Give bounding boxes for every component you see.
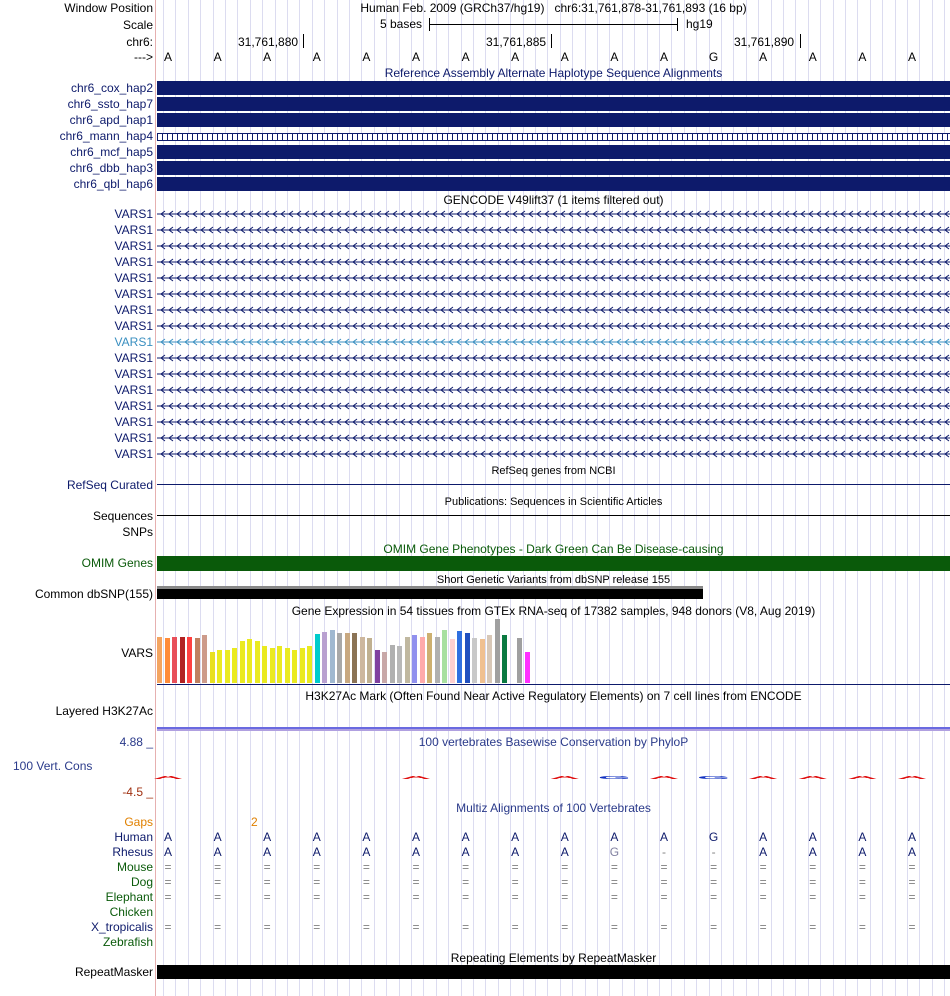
gencode-transcript[interactable] [157, 351, 950, 365]
multiz-base: = [164, 860, 172, 874]
multiz-base: = [759, 875, 767, 889]
multiz-base: = [809, 875, 817, 889]
multiz-base: = [809, 920, 817, 934]
gtex-tissue-bar[interactable] [465, 633, 470, 683]
multiz-base: = [759, 920, 767, 934]
multiz-base: = [660, 875, 668, 889]
gencode-gene-label[interactable]: VARS1 [114, 303, 153, 317]
gtex-tissue-bar[interactable] [277, 646, 282, 683]
multiz-base: = [511, 920, 519, 934]
multiz-base: = [462, 920, 470, 934]
alt-haplotype-bar[interactable] [157, 177, 950, 191]
gtex-tissue-bar[interactable] [180, 637, 185, 683]
gencode-gene-label[interactable]: VARS1 [114, 399, 153, 413]
gtex-tissue-bar[interactable] [210, 652, 215, 683]
gtex-tissue-bar[interactable] [480, 639, 485, 683]
publications-sequences-label[interactable]: Sequences [92, 509, 153, 523]
gtex-tissue-bar[interactable] [367, 638, 372, 683]
gencode-gene-label[interactable]: VARS1 [114, 447, 153, 461]
h3k27ac-title[interactable]: H3K27Ac Mark (Often Found Near Active Regulatory Elements) on 7 cell lines from ENCODE [305, 689, 802, 703]
multiz-base: A [213, 830, 222, 844]
multiz-base: A [560, 845, 569, 859]
gencode-gene-label[interactable]: VARS1 [114, 383, 153, 397]
refseq-label[interactable]: RefSeq Curated [66, 478, 153, 492]
multiz-base: = [610, 875, 618, 889]
gtex-tissue-bar[interactable] [240, 641, 245, 683]
gencode-transcript[interactable] [157, 271, 950, 285]
multiz-species-label[interactable]: Zebrafish [102, 935, 153, 949]
reference-base: A [312, 50, 321, 64]
multiz-base: = [362, 890, 370, 904]
gtex-tissue-bar[interactable] [307, 646, 312, 683]
gtex-tissue-bar[interactable] [202, 635, 207, 683]
reference-base: A [759, 50, 768, 64]
multiz-base: = [908, 890, 916, 904]
window-position-value[interactable]: Human Feb. 2009 (GRCh37/hg19) chr6:31,761,878-31,761,893 (16 bp) [360, 1, 747, 15]
multiz-base: = [660, 890, 668, 904]
phylop-letter: A [400, 774, 432, 781]
phylop-letter: G [598, 774, 631, 781]
multiz-base: = [313, 890, 321, 904]
multiz-base: = [858, 920, 866, 934]
multiz-base: = [759, 890, 767, 904]
multiz-base: = [362, 860, 370, 874]
multiz-species-label[interactable]: Dog [130, 875, 153, 889]
multiz-base: = [263, 890, 271, 904]
phylop-label[interactable]: 100 Vert. Cons [13, 759, 93, 773]
gencode-gene-label[interactable]: VARS1 [114, 335, 153, 349]
multiz-base: A [858, 830, 867, 844]
gtex-tissue-bar[interactable] [322, 632, 327, 683]
gencode-transcript[interactable] [157, 367, 950, 381]
multiz-base: = [164, 920, 172, 934]
reference-base: A [560, 50, 569, 64]
gtex-tissue-bar[interactable] [427, 633, 432, 683]
phylop-letter: G [697, 774, 730, 781]
publications-snps-label[interactable]: SNPs [122, 525, 153, 539]
multiz-title[interactable]: Multiz Alignments of 100 Vertebrates [456, 801, 651, 815]
repeatmasker-title[interactable]: Repeating Elements by RepeatMasker [450, 951, 657, 965]
gencode-transcript[interactable] [157, 287, 950, 301]
gtex-tissue-bar[interactable] [457, 631, 462, 683]
phylop-ymin: -4.5 _ [122, 785, 153, 799]
multiz-base: = [462, 890, 470, 904]
multiz-base: = [214, 860, 222, 874]
multiz-base: = [710, 890, 718, 904]
gencode-gene-label[interactable]: VARS1 [114, 239, 153, 253]
multiz-base: A [411, 830, 420, 844]
phylop-letter: A [648, 774, 680, 781]
multiz-base: A [511, 845, 520, 859]
gencode-gene-label[interactable]: VARS1 [114, 351, 153, 365]
omim-title[interactable]: OMIM Gene Phenotypes - Dark Green Can Be Disease-causing [383, 542, 724, 556]
multiz-base: = [313, 920, 321, 934]
gencode-transcript[interactable] [157, 447, 950, 461]
multiz-base: = [610, 860, 618, 874]
multiz-base: - [711, 845, 716, 859]
multiz-base: = [511, 890, 519, 904]
multiz-gaps-label: Gaps [124, 815, 153, 829]
gtex-tissue-bar[interactable] [450, 639, 455, 683]
alt-haplotype-bar[interactable] [157, 145, 950, 159]
gtex-tissue-bar[interactable] [172, 637, 177, 683]
reference-base: A [511, 50, 520, 64]
multiz-base: A [858, 845, 867, 859]
multiz-base: A [263, 845, 272, 859]
multiz-base: = [809, 890, 817, 904]
alt-haplotype-bar[interactable] [157, 113, 950, 127]
reference-base: A [907, 50, 916, 64]
multiz-base: A [362, 830, 371, 844]
gtex-tissue-bar[interactable] [285, 648, 290, 683]
gtex-tissue-bar[interactable] [495, 619, 500, 683]
gtex-tissue-bar[interactable] [232, 648, 237, 683]
ruler-tick-label: 31,761,880 [238, 35, 299, 49]
phylop-letter: A [797, 774, 828, 781]
multiz-species-label[interactable]: Mouse [116, 860, 153, 874]
reference-base: A [808, 50, 817, 64]
gtex-tissue-bar[interactable] [435, 637, 440, 683]
multiz-base: = [610, 920, 618, 934]
multiz-gaps-value: 2 [251, 815, 258, 829]
gtex-tissue-bar[interactable] [345, 633, 350, 683]
multiz-base: = [511, 860, 519, 874]
multiz-base: A [907, 845, 916, 859]
gtex-tissue-bar[interactable] [165, 638, 170, 683]
gtex-tissue-bar[interactable] [382, 652, 387, 683]
gencode-transcript[interactable] [157, 383, 950, 397]
phylop-ymax: 4.88 _ [119, 735, 153, 749]
strand-arrow: ---> [134, 50, 153, 64]
alt-haplotype-label[interactable]: chr6_mcf_hap5 [70, 145, 153, 159]
gtex-tissue-bar[interactable] [300, 648, 305, 683]
gtex-tissue-bar[interactable] [517, 638, 522, 683]
multiz-base: = [858, 890, 866, 904]
multiz-base: = [710, 920, 718, 934]
multiz-base: = [263, 875, 271, 889]
multiz-base: = [462, 875, 470, 889]
multiz-base: = [313, 860, 321, 874]
multiz-base: A [808, 845, 817, 859]
phylop-letter: A [748, 774, 779, 781]
multiz-base: A [461, 830, 470, 844]
reference-base: A [659, 50, 668, 64]
multiz-base: = [561, 920, 569, 934]
multiz-base: = [660, 920, 668, 934]
ruler-tick [800, 34, 801, 48]
gencode-transcript[interactable] [157, 255, 950, 269]
scale-bar [429, 24, 677, 25]
multiz-base: G [708, 830, 719, 844]
ruler-tick [551, 34, 552, 48]
gencode-gene-label[interactable]: VARS1 [114, 255, 153, 269]
multiz-base: = [412, 920, 420, 934]
gtex-tissue-bar[interactable] [502, 635, 507, 683]
gtex-tissue-bar[interactable] [247, 639, 252, 683]
chrom-label: chr6: [126, 35, 153, 49]
gtex-tissue-bar[interactable] [390, 645, 395, 683]
alt-haplotype-label[interactable]: chr6_dbb_hap3 [69, 161, 153, 175]
dbsnp-label[interactable]: Common dbSNP(155) [34, 587, 153, 601]
label-divider [155, 0, 156, 996]
gtex-tissue-bar[interactable] [255, 641, 260, 683]
multiz-base: G [609, 845, 620, 859]
alt-haplotypes-title[interactable]: Reference Assembly Alternate Haplotype Sequence Alignments [384, 66, 723, 80]
gencode-transcript[interactable] [157, 431, 950, 445]
reference-base: G [708, 50, 719, 64]
multiz-base: = [412, 875, 420, 889]
gtex-tissue-bar[interactable] [360, 637, 365, 683]
multiz-base: = [214, 875, 222, 889]
multiz-base: = [313, 875, 321, 889]
h3k27ac-label[interactable]: Layered H3K27Ac [55, 704, 153, 718]
alt-haplotype-label[interactable]: chr6_qbl_hap6 [73, 177, 153, 191]
multiz-base: = [759, 860, 767, 874]
multiz-base: = [710, 860, 718, 874]
gtex-tissue-bar[interactable] [397, 646, 402, 683]
gencode-transcript[interactable] [157, 239, 950, 253]
publications-title[interactable]: Publications: Sequences in Scientific Articles [444, 496, 663, 508]
multiz-base: A [411, 845, 420, 859]
multiz-base: = [908, 875, 916, 889]
ruler-tick-label: 31,761,885 [486, 35, 547, 49]
reference-base: A [411, 50, 420, 64]
reference-base: A [263, 50, 272, 64]
window-position-label: Window Position [64, 1, 153, 15]
gtex-tissue-bar[interactable] [187, 637, 192, 683]
scale-value: 5 bases [380, 17, 423, 31]
multiz-base: = [561, 890, 569, 904]
gencode-gene-label[interactable]: VARS1 [114, 415, 153, 429]
alt-haplotype-label[interactable]: chr6_cox_hap2 [70, 81, 153, 95]
alt-haplotype-label[interactable]: chr6_apd_hap1 [69, 113, 153, 127]
multiz-base: = [462, 860, 470, 874]
gtex-tissue-bar[interactable] [262, 646, 267, 683]
multiz-base: = [164, 875, 172, 889]
multiz-base: = [710, 875, 718, 889]
ruler-tick [303, 34, 304, 48]
multiz-base: = [858, 875, 866, 889]
multiz-base: A [659, 830, 668, 844]
repeatmasker-label[interactable]: RepeatMasker [74, 965, 153, 979]
gtex-chart[interactable] [157, 619, 950, 683]
multiz-base: A [163, 845, 172, 859]
multiz-base: = [561, 875, 569, 889]
phylop-letter: A [152, 774, 184, 781]
gtex-tissue-bar[interactable] [225, 650, 230, 683]
gtex-tissue-bar[interactable] [270, 648, 275, 683]
alt-haplotype-label[interactable]: chr6_ssto_hap7 [67, 97, 153, 111]
multiz-base: = [660, 860, 668, 874]
omim-bar[interactable] [157, 556, 950, 571]
gtex-tissue-bar[interactable] [487, 635, 492, 683]
multiz-base: A [560, 830, 569, 844]
ruler-tick-label: 31,761,890 [734, 35, 795, 49]
gencode-gene-label[interactable]: VARS1 [114, 287, 153, 301]
multiz-species-label[interactable]: X_tropicalis [90, 920, 153, 934]
phylop-logo [152, 752, 950, 792]
gtex-tissue-bar[interactable] [292, 650, 297, 683]
phylop-letter: A [847, 774, 878, 781]
multiz-base: = [908, 860, 916, 874]
multiz-base: A [362, 845, 371, 859]
multiz-species-label[interactable]: Rhesus [112, 845, 153, 859]
dbsnp-title[interactable]: Short Genetic Variants from dbSNP release 155 [436, 574, 671, 586]
phylop-letter: A [896, 774, 928, 781]
multiz-base: A [312, 845, 321, 859]
gtex-tissue-bar[interactable] [405, 637, 410, 683]
reference-base: A [461, 50, 470, 64]
multiz-species-label[interactable]: Elephant [105, 890, 153, 904]
gtex-tissue-bar[interactable] [195, 638, 200, 683]
alt-haplotype-bar[interactable] [157, 81, 950, 95]
gencode-title[interactable]: GENCODE V49lift37 (1 items filtered out) [443, 193, 664, 207]
gtex-title[interactable]: Gene Expression in 54 tissues from GTEx RNA-seq of 17382 samples, 948 donors (V8, Aug 2019) [291, 604, 816, 618]
multiz-base: = [214, 920, 222, 934]
gtex-tissue-bar[interactable] [420, 637, 425, 683]
repeatmasker-bar[interactable] [157, 965, 950, 979]
multiz-base: = [858, 860, 866, 874]
publications-line[interactable] [157, 515, 950, 516]
dbsnp-bar[interactable] [157, 589, 703, 599]
reference-base: A [213, 50, 222, 64]
multiz-species-label[interactable]: Human [114, 830, 153, 844]
gtex-tissue-bar[interactable] [352, 633, 357, 683]
gtex-tissue-bar[interactable] [217, 650, 222, 683]
gtex-tissue-bar[interactable] [157, 637, 162, 683]
multiz-base: = [809, 860, 817, 874]
gtex-baseline [157, 684, 950, 685]
multiz-base: = [263, 860, 271, 874]
gencode-transcript[interactable] [157, 223, 950, 237]
h3k27ac-signal-2 [157, 729, 950, 731]
gencode-gene-label[interactable]: VARS1 [114, 223, 153, 237]
multiz-base: - [662, 845, 666, 859]
gencode-transcript[interactable] [157, 303, 950, 317]
multiz-base: = [362, 920, 370, 934]
gtex-tissue-bar[interactable] [337, 633, 342, 683]
gencode-transcript[interactable] [157, 335, 950, 349]
gtex-tissue-bar[interactable] [315, 634, 320, 683]
multiz-base: = [214, 890, 222, 904]
multiz-base: A [759, 830, 768, 844]
multiz-base: = [362, 875, 370, 889]
multiz-base: A [213, 845, 222, 859]
multiz-base: = [412, 890, 420, 904]
scale-bar-left-tick [429, 18, 430, 31]
assembly-label: hg19 [686, 17, 713, 31]
alt-haplotype-bar[interactable] [157, 133, 950, 141]
gtex-tissue-bar[interactable] [525, 652, 530, 683]
multiz-base: = [412, 860, 420, 874]
gencode-gene-label[interactable]: VARS1 [114, 367, 153, 381]
multiz-base: A [610, 830, 619, 844]
multiz-base: A [759, 845, 768, 859]
multiz-base: A [511, 830, 520, 844]
multiz-base: A [461, 845, 470, 859]
gtex-tissue-bar[interactable] [330, 630, 335, 683]
gencode-gene-label[interactable]: VARS1 [114, 431, 153, 445]
gencode-transcript[interactable] [157, 415, 950, 429]
multiz-base: = [511, 875, 519, 889]
multiz-base: A [312, 830, 321, 844]
refseq-title[interactable]: RefSeq genes from NCBI [491, 465, 616, 477]
reference-base: A [163, 50, 172, 64]
reference-base: A [610, 50, 619, 64]
reference-base: A [362, 50, 371, 64]
scale-bar-right-tick [677, 18, 678, 31]
phylop-track[interactable] [152, 752, 950, 792]
multiz-base: = [908, 920, 916, 934]
reference-base: A [858, 50, 867, 64]
phylop-title[interactable]: 100 vertebrates Basewise Conservation by PhyloP [418, 735, 689, 749]
multiz-base: = [610, 890, 618, 904]
multiz-base: A [163, 830, 172, 844]
gtex-tissue-bar[interactable] [442, 630, 447, 683]
gtex-tissue-bar[interactable] [375, 650, 380, 683]
multiz-base: = [561, 860, 569, 874]
gencode-transcript[interactable] [157, 207, 950, 221]
gencode-gene-label[interactable]: VARS1 [114, 271, 153, 285]
gencode-transcript[interactable] [157, 319, 950, 333]
phylop-letter: A [549, 774, 580, 781]
gencode-transcript[interactable] [157, 399, 950, 413]
multiz-base: A [907, 830, 916, 844]
multiz-base: = [263, 920, 271, 934]
gencode-gene-label[interactable]: VARS1 [114, 207, 153, 221]
gtex-label[interactable]: VARS [121, 646, 153, 660]
gtex-tissue-bar[interactable] [412, 635, 417, 683]
multiz-base: = [164, 890, 172, 904]
refseq-line[interactable] [157, 484, 950, 485]
alt-haplotype-label[interactable]: chr6_mann_hap4 [59, 129, 153, 143]
scale-label: Scale [122, 18, 153, 32]
multiz-base: A [808, 830, 817, 844]
omim-label[interactable]: OMIM Genes [81, 556, 153, 570]
alt-haplotype-bar[interactable] [157, 97, 950, 111]
multiz-base: A [263, 830, 272, 844]
gencode-gene-label[interactable]: VARS1 [114, 319, 153, 333]
alt-haplotype-bar[interactable] [157, 161, 950, 175]
multiz-species-label[interactable]: Chicken [109, 905, 153, 919]
gtex-tissue-bar[interactable] [472, 638, 477, 683]
